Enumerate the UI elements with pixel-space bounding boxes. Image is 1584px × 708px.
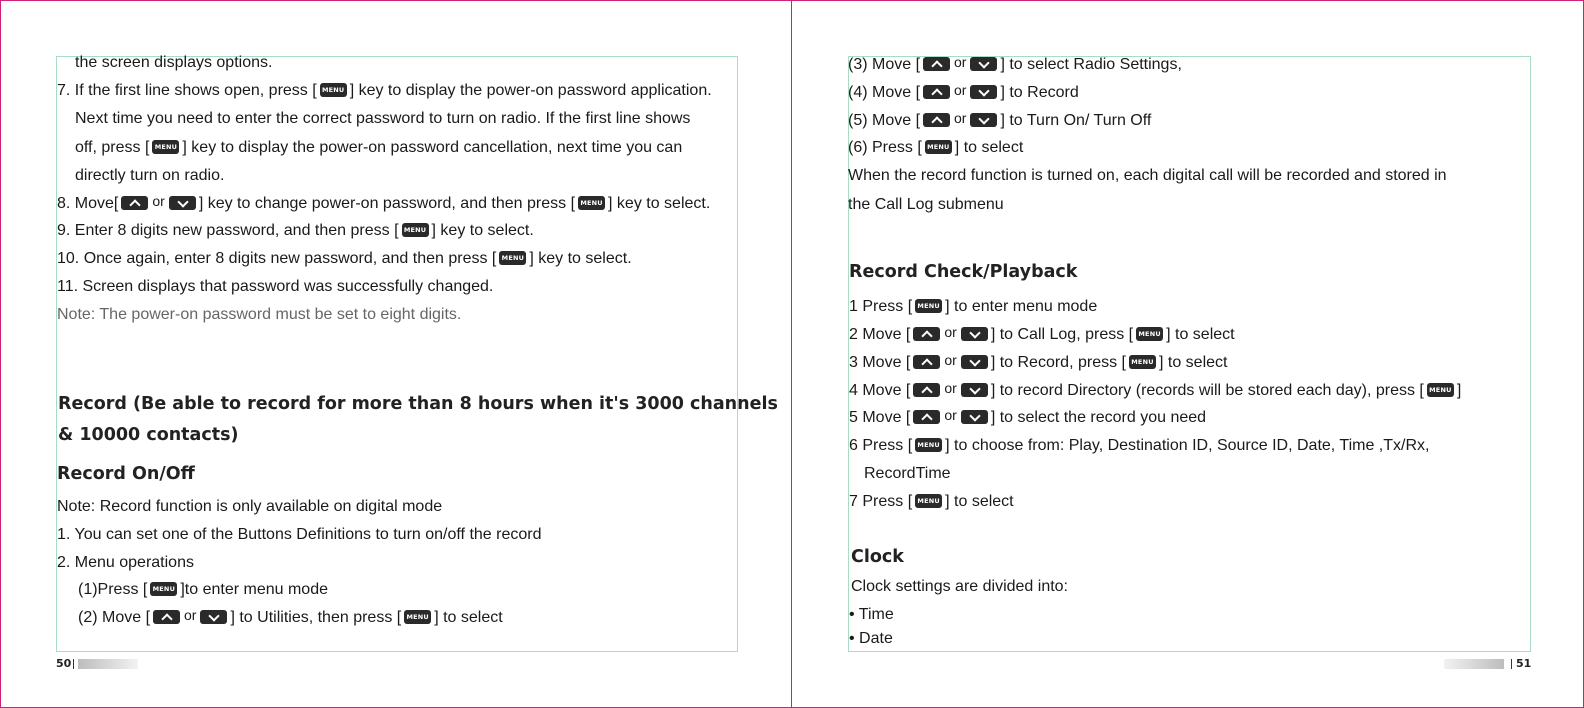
playback-step-2: 2 Move [ or ] to Call Log, press [MENU ] to select: [849, 325, 1235, 345]
step-3: (3) Move [ or ] to select Radio Settings,: [848, 54, 1182, 73]
record-onoff-heading: Record On/Off: [57, 464, 195, 484]
footer-divider: [73, 659, 74, 669]
footer-divider: [1511, 659, 1512, 669]
playback-step-7: 7 Press [MENU ] to select: [849, 492, 1014, 512]
down-arrow-key-icon: [169, 196, 196, 210]
menu-key-icon: [1129, 355, 1156, 369]
password-note: Note: The power-on password must be set to eight digits.: [57, 306, 462, 323]
menu-key-icon: [499, 251, 526, 265]
up-arrow-key-icon: [923, 57, 950, 71]
menu-key-icon: [915, 494, 942, 508]
left-page-number: 50: [56, 657, 72, 670]
playback-step-6-cont: RecordTime: [864, 465, 951, 482]
text-line: the screen displays options.: [75, 54, 273, 71]
menu-key-icon: [1136, 327, 1163, 341]
footer-bar: [1444, 659, 1504, 669]
right-page-number: 51: [1516, 657, 1532, 670]
down-arrow-key-icon: [961, 410, 988, 424]
up-arrow-key-icon: [153, 610, 180, 624]
menu-key-icon: [320, 83, 347, 97]
up-arrow-key-icon: [923, 113, 950, 127]
record-substep-2: (2) Move [ or ] to Utilities, then press [MENU ] to select: [78, 608, 503, 628]
record-on-note-line2: the Call Log submenu: [848, 196, 1004, 213]
clock-item-time: • Time: [849, 606, 894, 623]
up-arrow-key-icon: [913, 327, 940, 341]
record-step-2: 2. Menu operations: [57, 554, 194, 571]
text-line: off, press [MENU ] key to display the power-on password cancellation, next time you can: [75, 138, 682, 158]
up-arrow-key-icon: [913, 355, 940, 369]
text-line: directly turn on radio.: [75, 167, 225, 184]
record-step-1: 1. You can set one of the Buttons Definitions to turn on/off the record: [57, 526, 542, 543]
menu-key-icon: [915, 299, 942, 313]
clock-heading: Clock: [851, 547, 904, 567]
step-7: 7. If the first line shows open, press [MENU ] key to display the power-on password application.: [57, 81, 712, 101]
step-8: 8. Move[ or ] key to change power-on password, and then press [MENU ] key to select.: [57, 194, 710, 214]
record-on-note-line1: When the record function is turned on, each digital call will be recorded and stored in: [848, 167, 1447, 184]
step-5: (5) Move [ or ] to Turn On/ Turn Off: [848, 110, 1152, 129]
record-note: Note: Record function is only available on digital mode: [57, 498, 443, 515]
record-heading-line1: Record (Be able to record for more than 8 hours when it's 3000 channels: [58, 394, 778, 414]
menu-key-icon: [150, 582, 177, 596]
playback-step-5: 5 Move [ or ] to select the record you need: [849, 407, 1207, 426]
up-arrow-key-icon: [923, 85, 950, 99]
menu-key-icon: [915, 438, 942, 452]
up-arrow-key-icon: [913, 410, 940, 424]
menu-key-icon: [578, 196, 605, 210]
step-10: 10. Once again, enter 8 digits new password, and then press [MENU ] key to select.: [57, 249, 632, 269]
down-arrow-key-icon: [961, 355, 988, 369]
menu-key-icon: [152, 140, 179, 154]
playback-step-4: 4 Move [ or ] to record Directory (records will be stored each day), press [MENU ]: [849, 381, 1461, 401]
step-11: 11. Screen displays that password was successfully changed.: [57, 278, 494, 295]
step-9: 9. Enter 8 digits new password, and then press [MENU ] key to select.: [57, 221, 534, 241]
playback-step-6: 6 Press [MENU ] to choose from: Play, Destination ID, Source ID, Date, Time ,Tx/Rx,: [849, 436, 1429, 456]
playback-step-1: 1 Press [MENU ] to enter menu mode: [849, 297, 1097, 317]
record-heading-line2: & 10000 contacts): [58, 425, 239, 445]
down-arrow-key-icon: [961, 383, 988, 397]
page-spine: [791, 0, 792, 708]
menu-key-icon: [404, 610, 431, 624]
down-arrow-key-icon: [970, 85, 997, 99]
footer-bar: [78, 659, 138, 669]
record-substep-1: (1)Press [MENU ]to enter menu mode: [78, 580, 328, 600]
menu-key-icon: [402, 223, 429, 237]
up-arrow-key-icon: [913, 383, 940, 397]
down-arrow-key-icon: [970, 57, 997, 71]
step-6: (6) Press [MENU ] to select: [848, 138, 1023, 158]
text-line: Next time you need to enter the correct password to turn on radio. If the first line shows: [75, 110, 691, 127]
clock-intro: Clock settings are divided into:: [851, 578, 1068, 595]
menu-key-icon: [1427, 383, 1454, 397]
down-arrow-key-icon: [970, 113, 997, 127]
playback-step-3: 3 Move [ or ] to Record, press [MENU ] to select: [849, 353, 1227, 373]
down-arrow-key-icon: [961, 327, 988, 341]
up-arrow-key-icon: [121, 196, 148, 210]
menu-key-icon: [925, 140, 952, 154]
clock-item-date: • Date: [849, 630, 893, 647]
down-arrow-key-icon: [200, 610, 227, 624]
step-4: (4) Move [ or ] to Record: [848, 82, 1079, 101]
playback-heading: Record Check/Playback: [849, 262, 1078, 282]
